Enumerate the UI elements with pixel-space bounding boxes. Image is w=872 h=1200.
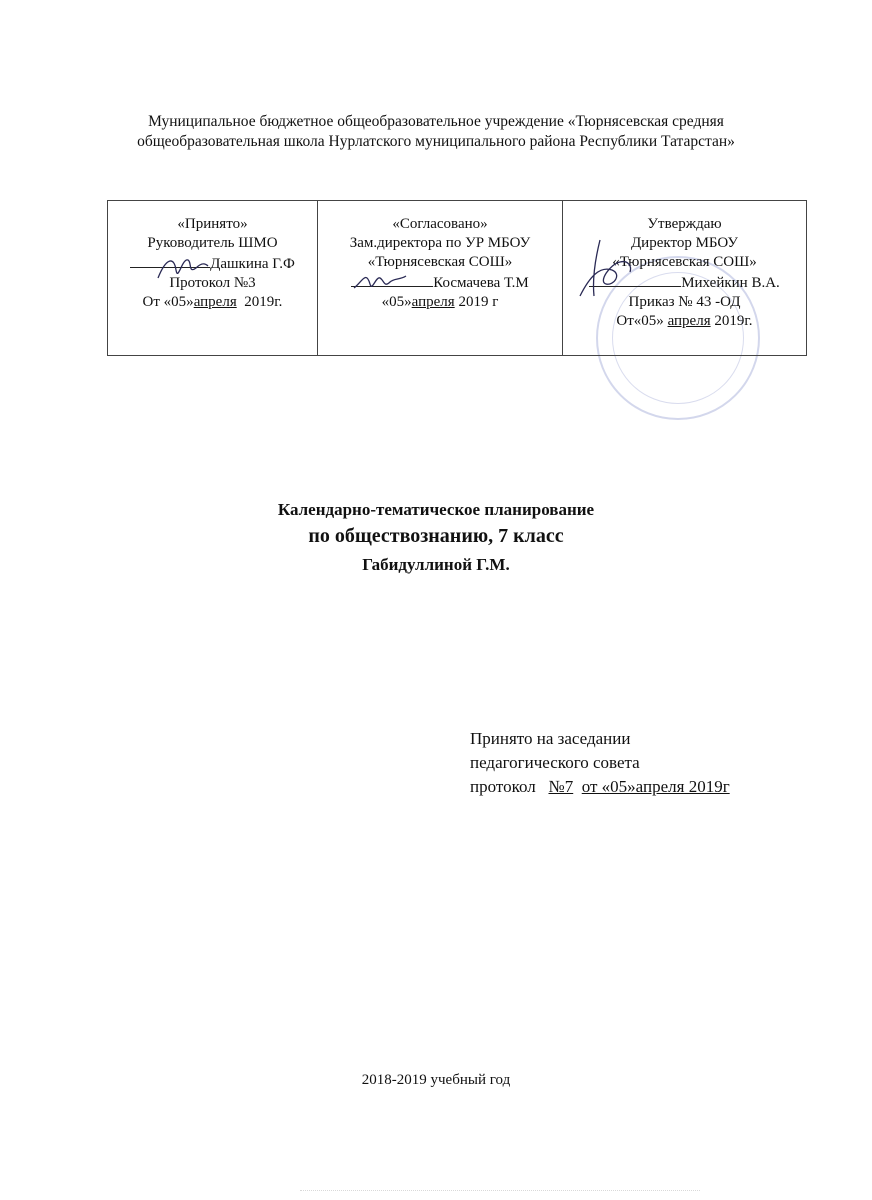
council-line1: Принято на заседании <box>470 729 631 748</box>
approved-signature-line <box>564 272 805 293</box>
agreed-school: «Тюрнясевская СОШ» <box>367 254 513 270</box>
document-title-line2: по обществознанию, 7 класс <box>308 525 564 547</box>
accepted-name: Дашкина Г.Ф <box>210 256 295 272</box>
agreed-name: Космачева Т.М <box>433 275 529 291</box>
approved-order: Приказ № 43 -ОД <box>628 294 741 310</box>
approvals-table <box>107 200 807 356</box>
approved-title: Утверждаю <box>647 216 722 232</box>
agreed-date: «05»апреля 2019 г <box>381 294 499 310</box>
approved-name: Михейкин В.А. <box>681 275 780 291</box>
school-header-line2: общеобразовательная школа Нурлатского муниципального района Республики Татарстан» <box>137 133 735 150</box>
council-line3: протокол №7 от «05»апреля 2019г <box>470 777 730 796</box>
accepted-role: Руководитель ШМО <box>147 235 278 251</box>
council-line2: педагогического совета <box>470 753 640 772</box>
approved-school: «Тюрнясевская СОШ» <box>612 254 757 270</box>
accepted-protocol: Протокол №3 <box>169 275 256 291</box>
school-header-line1: Муниципальное бюджетное общеобразовательное учреждение «Тюрнясевская средняя <box>148 113 724 130</box>
agreed-title: «Согласовано» <box>392 216 488 232</box>
accepted-signature-line <box>109 253 316 274</box>
approved-role: Директор МБОУ <box>630 235 739 251</box>
agreed-signature-line <box>319 272 561 293</box>
agreed-cell <box>318 201 563 356</box>
page-bottom-rule <box>300 1190 700 1191</box>
approved-cell <box>563 201 807 356</box>
document-author: Габидуллиной Г.М. <box>362 555 510 574</box>
accepted-cell <box>108 201 318 356</box>
academic-year: 2018-2019 учебный год <box>361 1072 511 1088</box>
agreed-role: Зам.директора по УР МБОУ <box>349 235 531 251</box>
council-note <box>470 727 730 799</box>
school-header <box>0 112 872 152</box>
accepted-date: От «05»апреля 2019г. <box>142 294 283 310</box>
document-title-line1: Календарно-тематическое планирование <box>277 500 595 519</box>
accepted-title: «Принято» <box>177 216 248 232</box>
approved-date: От«05» апреля 2019г. <box>616 313 753 329</box>
